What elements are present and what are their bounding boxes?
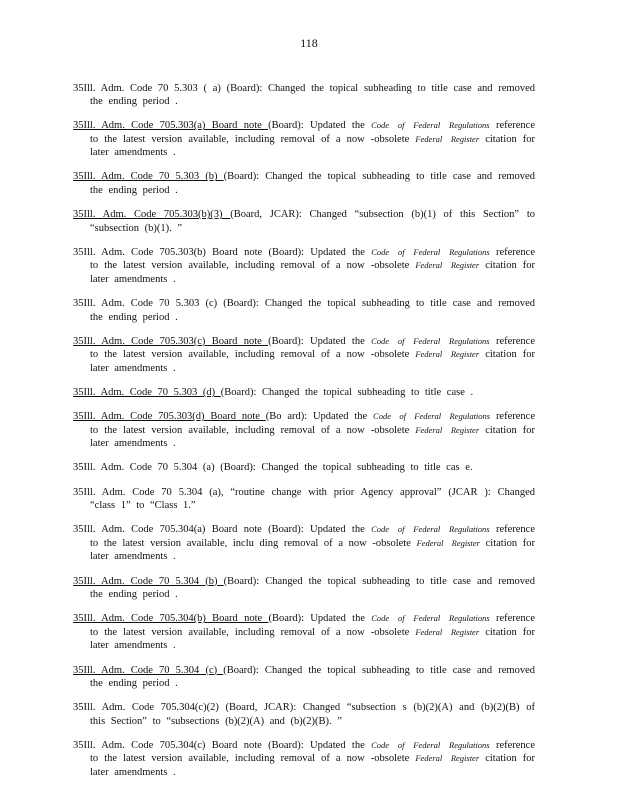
note-text: reference to the latest version available, including removal of a now -obsolete — [90, 335, 535, 361]
amendment-note — [73, 170, 535, 197]
italic-title: Code of Federal Regulations — [371, 246, 490, 257]
note-text: (Board, JCAR): Changed “subsection (b)(1) of this Section” to “subsection (b)(1). ” — [90, 209, 535, 234]
note-text: (Board): Updated the — [268, 613, 372, 625]
note-text: citation for later amendments . — [90, 424, 536, 450]
amendment-note — [73, 208, 535, 235]
note-text: reference to the latest version available, including removal of a now -obsolete — [90, 120, 535, 145]
note-text: (Board): Changed the topical subheading to title case . — [220, 387, 474, 399]
italic-title: Federal Register — [415, 753, 480, 764]
note-text: 35Ill. Adm. Code 70 5.303 ( a) (Board): Changed the topical subheading to title case and removed the ending period . — [73, 82, 535, 108]
underlined-citation: 35Ill. Adm. Code 705.303(d) Board note — [73, 411, 266, 423]
note-text: 35Ill. Adm. Code 70 5.303 (c) (Board): Changed the topical subheading to title case and removed the ending period . — [73, 298, 535, 323]
note-text: citation for later amendments . — [90, 349, 536, 374]
note-text: citation for later amendments . — [90, 626, 536, 652]
note-text: reference to the latest version available, including removal of a now -obsolete — [90, 411, 535, 436]
italic-title: Federal Register — [415, 133, 480, 144]
italic-title: Federal Register — [415, 260, 480, 271]
amendment-note — [73, 575, 535, 602]
italic-title: Code of Federal Regulations — [371, 524, 490, 535]
italic-title: Code of Federal Regulations — [371, 739, 490, 750]
amendment-note — [73, 246, 535, 287]
underlined-citation: 35Ill. Adm. Code 70 5.304 (b) — [73, 575, 224, 587]
note-text: 35Ill. Adm. Code 70 5.304 (a) (Board): Changed the topical subheading to title cas e. — [73, 462, 473, 474]
amendment-note — [73, 335, 535, 376]
amendment-note — [73, 701, 535, 728]
note-text: (Board): Changed the topical subheading to title case and removed the ending period . — [90, 575, 535, 601]
note-text: 35Ill. Adm. Code 705.304(a) Board note (Board): Updated the — [73, 524, 372, 536]
amendment-note — [73, 82, 535, 109]
underlined-citation: 35Ill. Adm. Code 70 5.303 (d) — [73, 387, 221, 399]
underlined-citation: 35Ill. Adm. Code 705.303(a) Board note — [73, 120, 269, 132]
italic-title: Code of Federal Regulations — [371, 120, 490, 131]
amendment-note — [73, 523, 535, 564]
amendment-note — [73, 486, 535, 513]
italic-title: Federal Register — [416, 537, 480, 548]
note-text: citation for later amendments . — [90, 753, 536, 779]
italic-title: Code of Federal Regulations — [371, 335, 490, 346]
underlined-citation: 35Ill. Adm. Code 70 5.304 (c) — [73, 664, 224, 676]
amendment-note — [73, 461, 535, 475]
note-text: 35Ill. Adm. Code 70 5.304 (a), “routine change with prior Agency approval” (JCAR ): Changed “class 1” to “Class 1.” — [73, 486, 535, 512]
amendment-note — [73, 410, 535, 451]
note-text: 35Ill. Adm. Code 705.303(b) Board note (Board): Updated the — [73, 246, 372, 258]
note-text: citation for later amendments . — [90, 537, 536, 563]
amendment-note — [73, 119, 535, 160]
note-text: 35Ill. Adm. Code 705.304(c)(2) (Board, JCAR): Changed “subsection s (b)(2)(A) and (b)(2)(B) of this Section” to “subsections (b)(2)(A) and (b)(2)(B). ” — [73, 702, 535, 727]
italic-title: Federal Register — [415, 626, 480, 637]
italic-title: Code of Federal Regulations — [373, 411, 491, 422]
note-text: (Board): Updated the — [268, 335, 372, 347]
note-text: reference to the latest version available, including removal of a now -obsolete — [90, 246, 535, 272]
italic-title: Federal Register — [415, 349, 480, 360]
note-text: reference to the latest version available, including removal of a now -obsolete — [90, 613, 535, 638]
note-text: reference to the latest version available, inclu ding removal of a now -obsolete — [90, 524, 535, 549]
note-text: reference to the latest version available, including removal of a now -obsolete — [90, 739, 535, 765]
note-text: (Board): Updated the — [268, 120, 372, 132]
amendment-note — [73, 739, 535, 780]
amendment-note — [73, 297, 535, 324]
underlined-citation: 35Ill. Adm. Code 705.304(b) Board note — [73, 613, 269, 625]
amendment-note — [73, 612, 535, 653]
note-text: (Bo ard): Updated the — [265, 411, 374, 423]
amendment-note — [73, 386, 535, 400]
italic-title: Code of Federal Regulations — [371, 613, 490, 624]
note-text: 35Ill. Adm. Code 705.304(c) Board note (Board): Updated the — [73, 739, 372, 751]
italic-title: Federal Register — [415, 424, 480, 435]
amendment-notes-list — [73, 71, 535, 786]
amendment-note — [73, 664, 535, 691]
underlined-citation: 35Ill. Adm. Code 705.303(b)(3) — [73, 209, 231, 221]
underlined-citation: 35Ill. Adm. Code 705.303(c) Board note — [73, 335, 269, 347]
note-text: citation for later amendments . — [90, 133, 536, 159]
page-number: 118 — [300, 36, 318, 50]
note-text: (Board): Changed the topical subheading to title case and removed the ending period . — [90, 664, 535, 690]
note-text: (Board): Changed the topical subheading to title case and removed the ending period . — [90, 171, 535, 197]
underlined-citation: 35Ill. Adm. Code 70 5.303 (b) — [73, 171, 224, 183]
note-text: citation for later amendments . — [90, 260, 536, 286]
